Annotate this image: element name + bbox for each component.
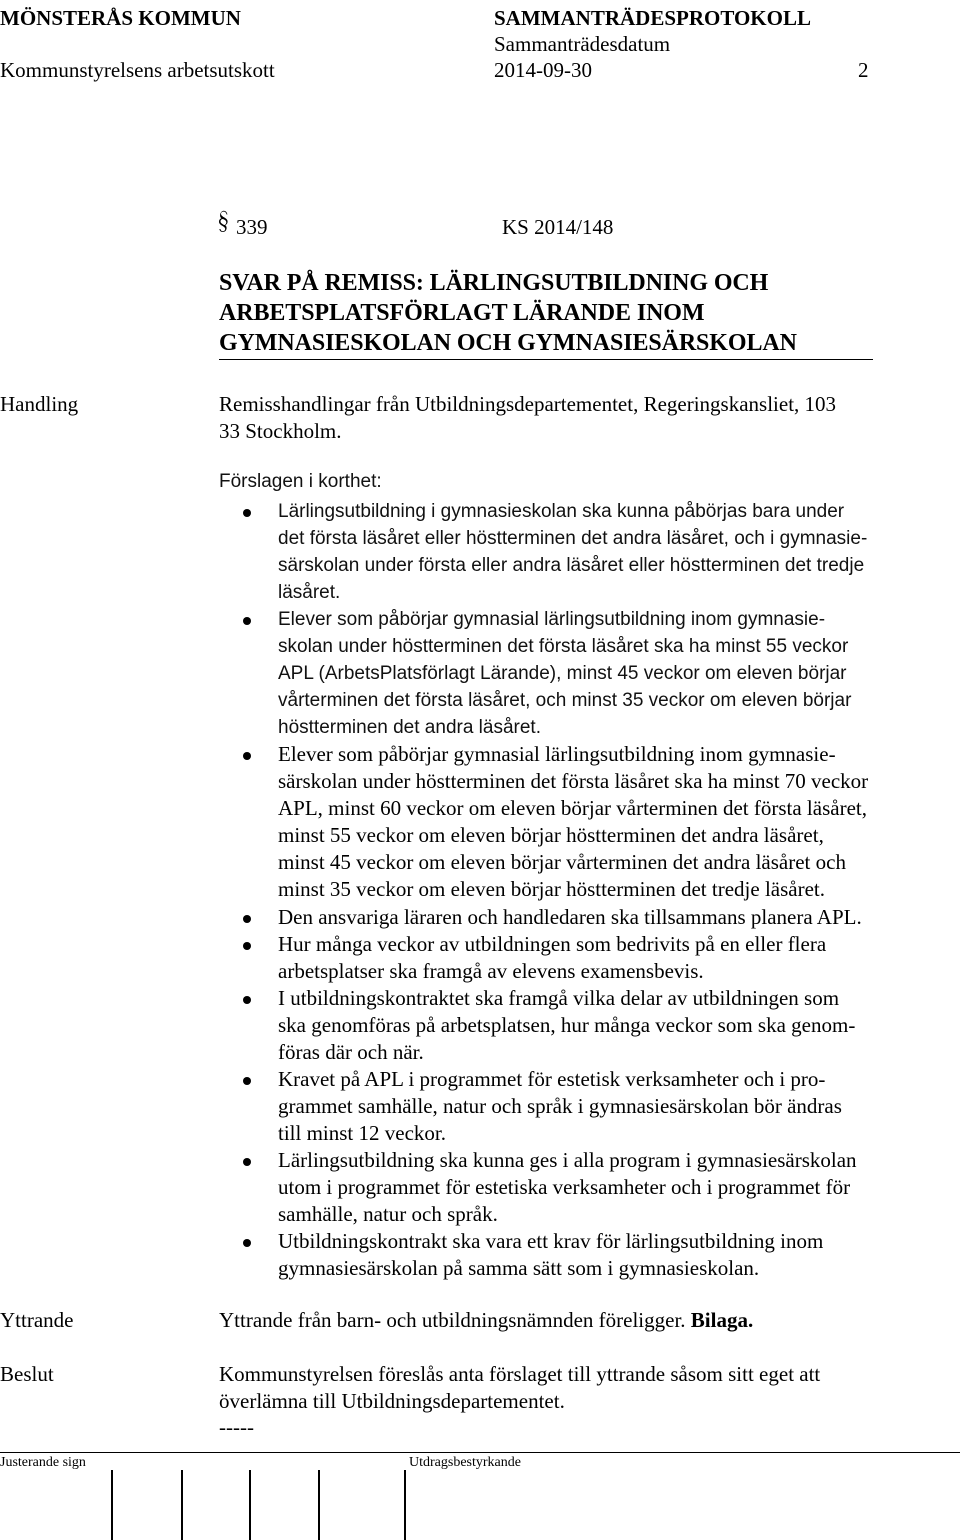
summary-heading: Förslagen i korthet:	[219, 471, 382, 492]
bullet-text-line: föras där och när.	[278, 1040, 424, 1064]
bullet-icon	[243, 617, 251, 625]
bullet-icon	[243, 915, 251, 923]
bullet-text-line: gymnasiesärskolan på samma sätt som i gymnasieskolan.	[278, 1256, 760, 1280]
bullet-text-line: Lärlingsutbildning ska kunna ges i alla program i gymnasiesärskolan	[278, 1148, 857, 1172]
bullet-text-line: Den ansvariga läraren och handledaren ska tillsammans planera APL.	[278, 905, 862, 929]
bullet-icon	[243, 942, 251, 950]
signature-box-divider	[249, 1470, 251, 1540]
bullet-text-line: arbetsplatser ska framgå av elevens examensbevis.	[278, 959, 704, 983]
bullet-text-line: samhälle, natur och språk.	[278, 1202, 498, 1226]
document-type: SAMMANTRÄDESPROTOKOLL	[494, 6, 811, 30]
yttrande-label: Yttrande	[0, 1308, 74, 1332]
bullet-text-line: läsåret.	[278, 582, 341, 603]
footer-divider	[0, 1452, 960, 1453]
bullet-text-line: vårterminen det första läsåret, och minst 35 veckor om eleven börjar	[278, 690, 852, 711]
bullet-icon	[243, 1239, 251, 1247]
title-underline	[219, 359, 873, 360]
bullet-text-line: I utbildningskontraktet ska framgå vilka delar av utbildningen som	[278, 986, 840, 1010]
attachment-reference: Bilaga.	[690, 1308, 754, 1332]
bullet-text-line: höstterminen det andra läsåret.	[278, 717, 541, 738]
yttrande-statement: Yttrande från barn- och utbildningsnämnden föreligger.	[219, 1308, 691, 1332]
section-number: 339	[236, 215, 268, 239]
beslut-line: Kommunstyrelsen föreslås anta förslaget till yttrande såsom sitt eget att	[219, 1362, 821, 1386]
bullet-text-line: minst 45 veckor om eleven börjar vårterminen det andra läsåret och	[278, 850, 846, 874]
page-number: 2	[858, 58, 869, 82]
bullet-text-line: minst 55 veckor om eleven börjar höstterminen det andra läsåret,	[278, 823, 824, 847]
bullet-text-line: APL (ArbetsPlatsförlagt Lärande), minst 45 veckor om eleven börjar	[278, 663, 847, 684]
beslut-label: Beslut	[0, 1362, 54, 1386]
bullet-icon	[243, 1158, 251, 1166]
signature-box-divider	[111, 1470, 113, 1540]
committee-name: Kommunstyrelsens arbetsutskott	[0, 58, 275, 82]
utdragsbestyrkande-label: Utdragsbestyrkande	[409, 1455, 521, 1470]
bullet-text-line: utom i programmet för estetiska verksamheter och i programmet för	[278, 1175, 851, 1199]
bullet-text-line: ska genomföras på arbetsplatsen, hur många veckor som ska genom-	[278, 1013, 856, 1037]
end-mark: -----	[219, 1415, 254, 1439]
bullet-text-line: det första läsåret eller höstterminen det andra läsåret, och i gymnasie-	[278, 528, 868, 549]
signature-box-divider	[181, 1470, 183, 1540]
bullet-text-line: APL, minst 60 veckor om eleven börjar vårterminen det första läsåret,	[278, 796, 867, 820]
bullet-text-line: till minst 12 veckor.	[278, 1121, 446, 1145]
bullet-text-line: Lärlingsutbildning i gymnasieskolan ska kunna påbörjas bara under	[278, 501, 845, 522]
beslut-line: överlämna till Utbildningsdepartementet.	[219, 1389, 565, 1413]
bullet-icon	[243, 996, 251, 1004]
justerande-sign-label: Justerande sign	[0, 1455, 86, 1470]
bullet-text-line: Utbildningskontrakt ska vara ett krav för lärlingsutbildning inom	[278, 1229, 824, 1253]
bullet-icon	[243, 752, 251, 760]
handling-line: 33 Stockholm.	[219, 419, 342, 443]
meeting-date-label: Sammanträdesdatum	[494, 32, 671, 56]
bullet-icon	[243, 509, 251, 517]
signature-box-divider	[404, 1470, 406, 1540]
meeting-date: 2014-09-30	[494, 58, 592, 82]
bullet-text-line: särskolan under första eller andra läsåret eller höstterminen det tredje	[278, 555, 865, 576]
bullet-text-line: särskolan under höstterminen det första läsåret ska ha minst 70 veckor	[278, 769, 869, 793]
title-line: ARBETSPLATSFÖRLAGT LÄRANDE INOM	[219, 300, 705, 326]
yttrande-text	[219, 1307, 753, 1334]
section-sign-icon	[219, 207, 229, 235]
title-line: GYMNASIESKOLAN OCH GYMNASIESÄRSKOLAN	[219, 330, 797, 356]
handling-label: Handling	[0, 392, 79, 416]
bullet-text-line: minst 35 veckor om eleven börjar höstterminen det tredje läsåret.	[278, 877, 825, 901]
case-id: KS 2014/148	[502, 215, 614, 239]
title-line: SVAR PÅ REMISS: LÄRLINGSUTBILDNING OCH	[219, 270, 769, 296]
bullet-text-line: Elever som påbörjar gymnasial lärlingsutbildning inom gymnasie-	[278, 609, 826, 630]
bullet-text-line: grammet samhälle, natur och språk i gymnasiesärskolan bör ändras	[278, 1094, 842, 1118]
bullet-text-line: skolan under höstterminen det första läsåret ska ha minst 55 veckor	[278, 636, 849, 657]
bullet-text-line: Elever som påbörjar gymnasial lärlingsutbildning inom gymnasie-	[278, 742, 836, 766]
municipality-name: MÖNSTERÅS KOMMUN	[0, 6, 241, 30]
signature-box-divider	[318, 1470, 320, 1540]
bullet-icon	[243, 1077, 251, 1085]
bullet-text-line: Kravet på APL i programmet för estetisk verksamheter och i pro-	[278, 1067, 826, 1091]
bullet-text-line: Hur många veckor av utbildningen som bedrivits på en eller flera	[278, 932, 827, 956]
handling-line: Remisshandlingar från Utbildningsdepartementet, Regeringskansliet, 103	[219, 392, 837, 416]
